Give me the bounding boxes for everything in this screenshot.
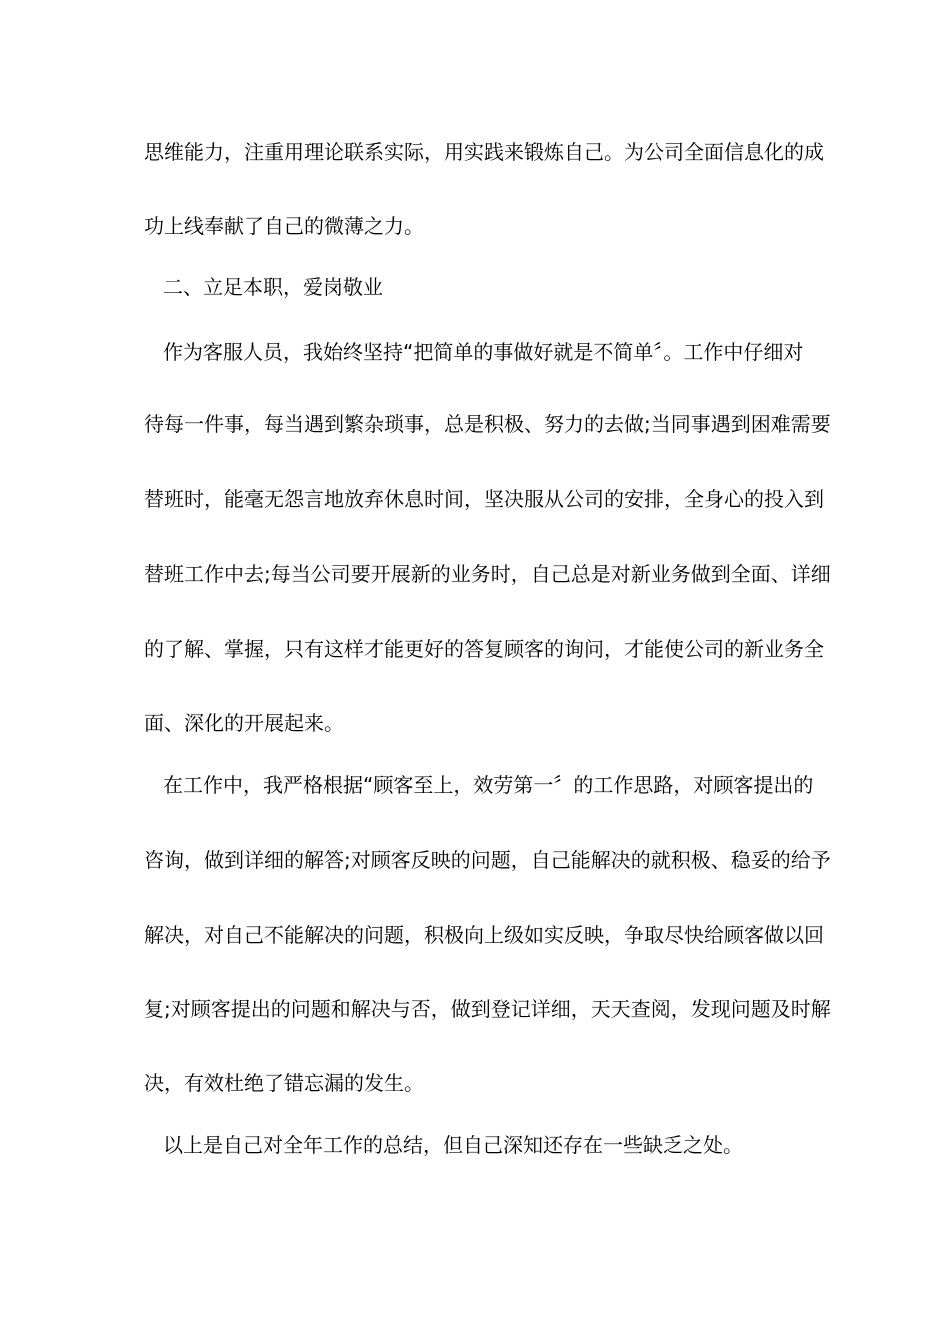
paragraph-line: 在工作中，我严格根据“顾客至上，效劳第一〞的工作思路，对顾客提出的 — [163, 773, 814, 797]
paragraph-line: 作为客服人员，我始终坚持“把简单的事做好就是不简单〞。工作中仔细对 — [163, 340, 804, 364]
paragraph-line: 替班工作中去;每当公司要开展新的业务时，自己总是对新业务做到全面、详细 — [144, 562, 831, 586]
paragraph-line: 复;对顾客提出的问题和解决与否，做到登记详细，天天查阅，发现问题及时解 — [144, 997, 831, 1021]
paragraph-line: 思维能力，注重用理论联系实际，用实践来锻炼自己。为公司全面信息化的成 — [144, 140, 824, 164]
section-heading: 二、立足本职，爱岗敬业 — [163, 275, 383, 299]
paragraph-line: 决，有效杜绝了错忘漏的发生。 — [144, 1071, 424, 1095]
paragraph-line: 解决，对自己不能解决的问题，积极向上级如实反映，争取尽快给顾客做以回 — [144, 923, 824, 947]
paragraph-line: 待每一件事，每当遇到繁杂琐事，总是积极、努力的去做;当同事遇到困难需要 — [144, 412, 831, 436]
paragraph-line: 咨询，做到详细的解答;对顾客反映的问题，自己能解决的就积极、稳妥的给予 — [144, 848, 831, 872]
paragraph-line: 功上线奉献了自己的微薄之力。 — [144, 214, 424, 238]
paragraph-line: 的了解、掌握，只有这样才能更好的答复顾客的询问，才能使公司的新业务全 — [144, 637, 824, 661]
paragraph-line: 替班时，能毫无怨言地放弃休息时间，坚决服从公司的安排，全身心的投入到 — [144, 487, 824, 511]
paragraph-line: 面、深化的开展起来。 — [144, 711, 344, 735]
paragraph-line: 以上是自己对全年工作的总结，但自己深知还存在一些缺乏之处。 — [163, 1133, 743, 1157]
